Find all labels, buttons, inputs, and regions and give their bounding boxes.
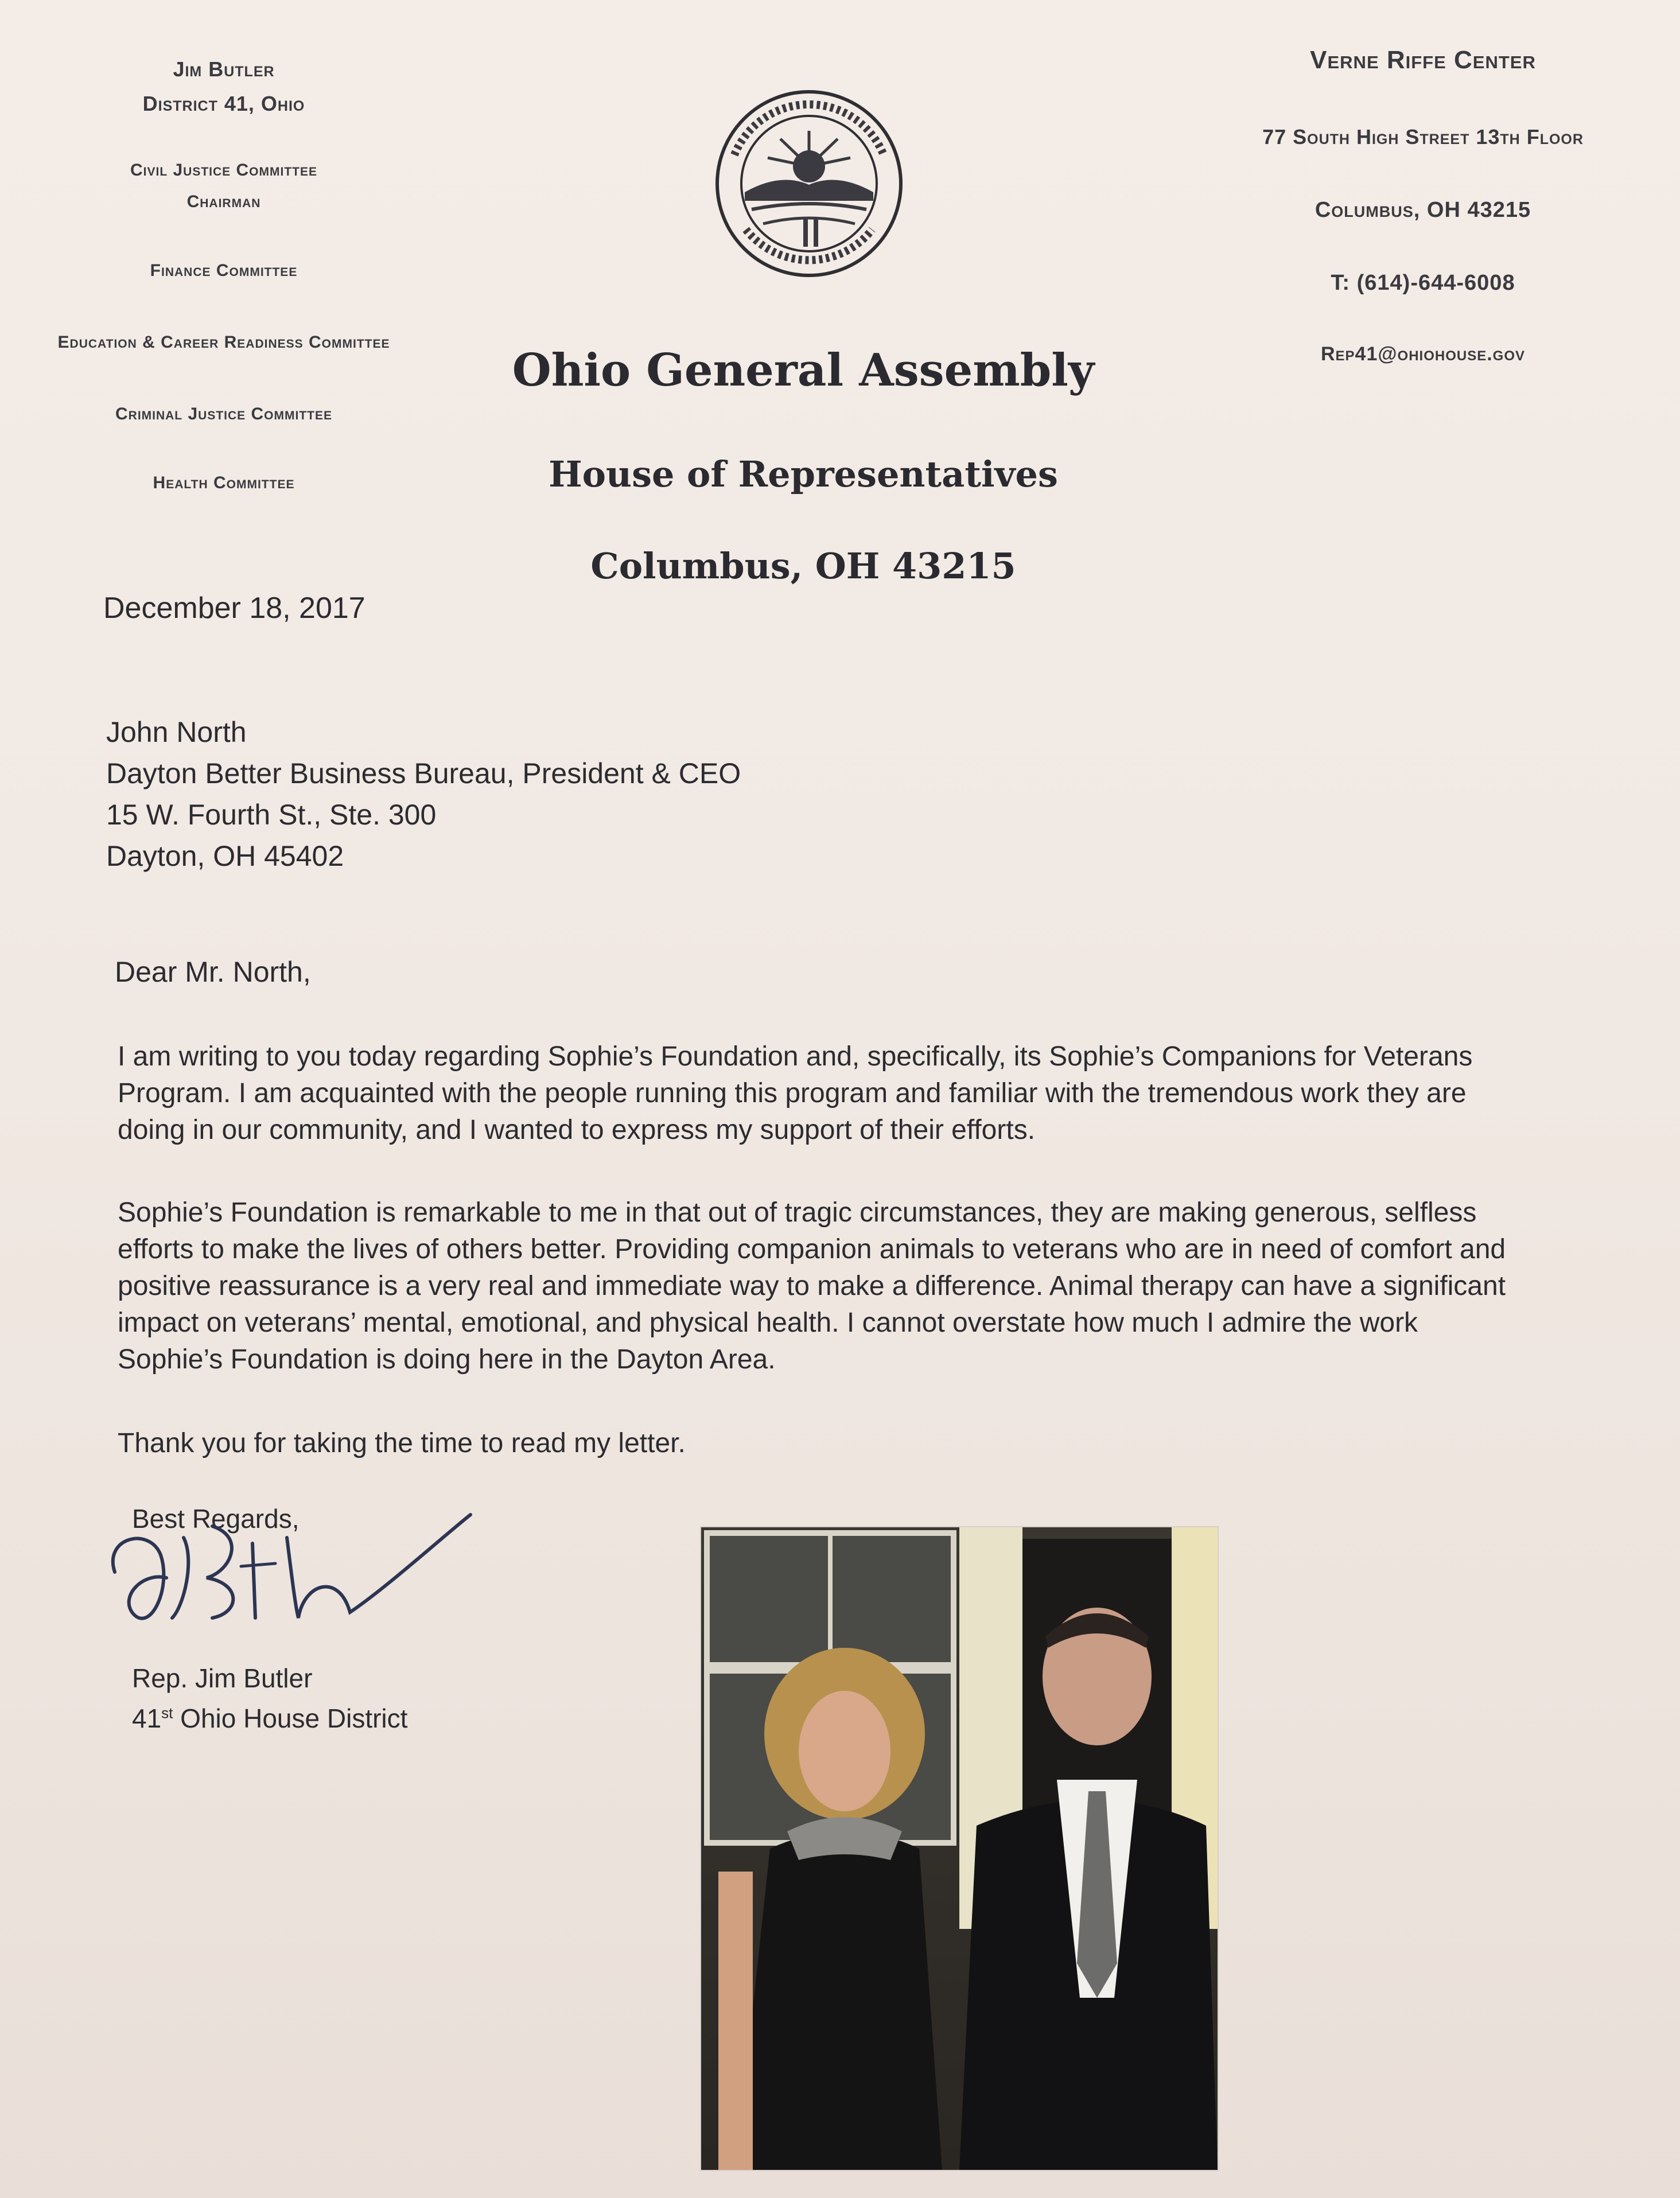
committee-criminal-justice: Criminal Justice Committee	[115, 404, 332, 423]
recipient-street: 15 W. Fourth St., Ste. 300	[106, 799, 437, 831]
committee-civil-justice: Civil Justice Committee	[130, 161, 318, 180]
representative-district: District 41, Ohio	[142, 92, 305, 115]
committee-finance: Finance Committee	[150, 261, 298, 280]
street-address: 77 South High Street 13th Floor	[1262, 125, 1584, 149]
recipient-organization: Dayton Better Business Bureau, President & CEO	[106, 757, 741, 789]
body-paragraph-2: Sophie’s Foundation is remarkable to me in that out of tragic circumstances, they are making generous, selfless efforts to make the lives of others better. Providing companion animals to veterans who are in need of comfort and positive reassurance is a very real and immediate way to make a difference. Animal therapy can have a significant impact on veterans’ mental, emotional, and physical health. I cannot overstate how much I admire the work Sophie’s Foundation is doing here in the Dayton Area.	[118, 1197, 1506, 1375]
signer-title	[132, 1703, 407, 1734]
house-subtitle: House of Representatives	[549, 453, 1058, 495]
signer-title-text: Ohio House District	[173, 1703, 408, 1733]
committee-education: Education & Career Readiness Committee	[57, 333, 390, 352]
signer-title-ordinal: st	[161, 1704, 173, 1722]
building-name: Verne Riffe Center	[1310, 46, 1536, 74]
representative-name: Jim Butler	[173, 57, 275, 81]
letterhead-location: Columbus, OH 43215	[590, 545, 1016, 587]
city-state-zip: Columbus, OH 43215	[1315, 198, 1531, 222]
recipient-name: John North	[106, 716, 247, 748]
closing: Best Regards,	[132, 1504, 300, 1534]
letter-date: December 18, 2017	[103, 592, 365, 625]
assembly-title: Ohio General Assembly	[512, 344, 1095, 396]
signer-title-number: 41	[132, 1703, 162, 1733]
salutation: Dear Mr. North,	[115, 956, 311, 988]
ohio-state-seal-icon	[711, 86, 907, 281]
committee-health: Health Committee	[153, 473, 295, 492]
photo-couple	[700, 1526, 1219, 2171]
signer-name: Rep. Jim Butler	[132, 1663, 313, 1693]
handwritten-signature	[98, 1503, 499, 1652]
committee-role-chairman: Chairman	[186, 192, 261, 211]
email-address: Rep41@ohiohouse.gov	[1320, 343, 1525, 365]
phone-number: T: (614)-644-6008	[1331, 271, 1515, 295]
body-paragraph-3: Thank you for taking the time to read my letter.	[118, 1428, 686, 1458]
body-paragraph-1: I am writing to you today regarding Sophie’s Foundation and, specifically, its Sophie’s Companions for Veterans Program. I am acquainted with the people running this program and familiar with the tremendous work they are doing in our community, and I wanted to express my support of their efforts.	[118, 1041, 1473, 1145]
recipient-city: Dayton, OH 45402	[106, 840, 344, 872]
